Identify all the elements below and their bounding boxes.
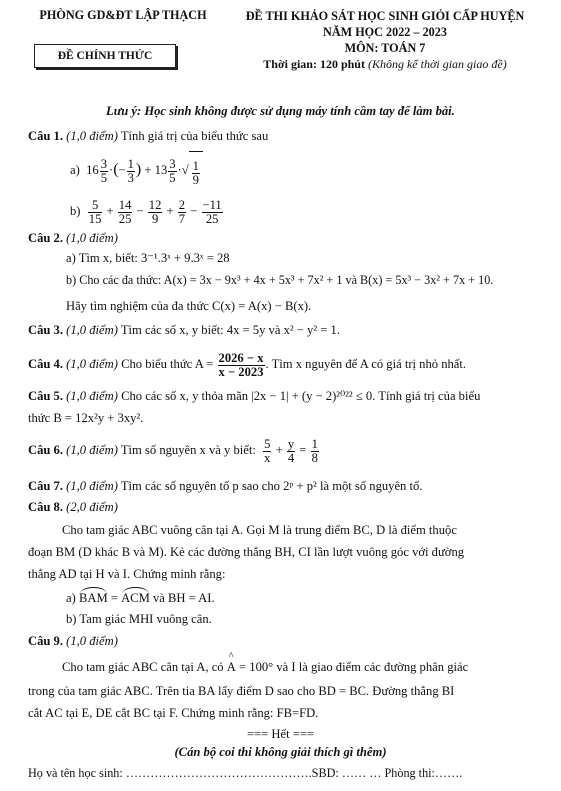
q8-p2: đoạn BM (D khác B và M). Kẻ các đường thẳng BH, CI lần lượt vuông góc với đường bbox=[28, 545, 465, 559]
q3: Câu 3. (1,0 điểm) Tìm các số x, y biết: 4x = 5y và x² − y² = 1. bbox=[28, 323, 340, 337]
q1-expr-b: b) $\frac{5}{15}$ + $\frac{14}{25}$ − $\frac{12}{9}$ + $\frac{2}{7}$ − $\frac{-11}{25}$ bbox=[70, 198, 222, 226]
q9-p1: Cho tam giác ABC cân tại A, có ^ A = 100° và I là giao điểm các đường phân giác bbox=[62, 660, 468, 674]
angle-a: ^ A bbox=[227, 660, 236, 674]
q8-a: a) BAM = ACM và BH = AI. bbox=[66, 591, 215, 605]
q9-p2: trong của tam giác ABC. Trên tia BA lấy điểm D sao cho BD = BC. Đường thẳng BI bbox=[28, 684, 455, 698]
subject: MÔN: TOÁN 7 bbox=[344, 41, 426, 55]
office-name: PHÒNG GD&ĐT LẬP THẠCH bbox=[39, 8, 207, 22]
q4: Câu 4. (1,0 điểm) Cho biểu thức A = $\frac{2026 - x}{x - 2023}$ . Tìm x nguyên để A có giá trị nhỏ nhất. bbox=[28, 351, 467, 379]
q2-c: Hãy tìm nghiệm của đa thức C(x) = A(x) − B(x). bbox=[66, 299, 312, 313]
proctor-note: (Cán bộ coi thi không giải thích gì thêm) bbox=[174, 745, 387, 759]
exam-header bbox=[225, 8, 545, 72]
q5-line1: Câu 5. (1,0 điểm) Cho các số x, y thỏa mãn |2x − 1| + (y − 2)²⁰²² ≤ 0. Tính giá trị của biểu bbox=[28, 389, 481, 403]
q2-heading: Câu 2. (1,0 điểm) bbox=[28, 231, 118, 245]
q1-heading: Câu 1. (1,0 điểm) Tính giá trị của biểu thức sau bbox=[28, 129, 269, 143]
angle-acm: ACM bbox=[121, 591, 150, 605]
exam-time: Thời gian: 120 phút (Không kể thời gian giao đề) bbox=[263, 57, 507, 71]
end-marker: === Hết === bbox=[246, 727, 315, 741]
angle-bam: BAM bbox=[78, 591, 108, 605]
q7: Câu 7. (1,0 điểm) Tìm các số nguyên tố p sao cho 2ᵖ + p² là một số nguyên tố. bbox=[28, 479, 423, 493]
q8-p3: thẳng AD tại H và I. Chứng minh rằng: bbox=[28, 567, 226, 581]
exam-title: ĐỀ THI KHẢO SÁT HỌC SINH GIỎI CẤP HUYỆN bbox=[245, 9, 525, 23]
official-badge: ĐỀ CHÍNH THỨC bbox=[34, 44, 176, 68]
q8-b: b) Tam giác MHI vuông cân. bbox=[66, 612, 212, 626]
student-info-line: Họ và tên học sinh: ……………………………………….SBD: …… … Phòng thi:……. bbox=[28, 766, 463, 780]
q6: Câu 6. (1,0 điểm) Tìm số nguyên x và y biết: $\frac{5}{x}$ + $\frac{y}{4}$ = $\frac{1}{8}$ bbox=[28, 437, 318, 465]
q8-heading: Câu 8. (2,0 điểm) bbox=[28, 500, 118, 514]
calculator-note: Lưu ý: Học sinh không được sử dụng máy tính cầm tay để làm bài. bbox=[106, 104, 455, 118]
q8-p1: Cho tam giác ABC vuông cân tại A. Gọi M là trung điểm BC, D là điểm thuộc bbox=[62, 523, 457, 537]
q5-line2: thức B = 12x²y + 3xy². bbox=[28, 411, 144, 425]
school-year: NĂM HỌC 2022 – 2023 bbox=[323, 25, 447, 39]
q2-b: b) Cho các đa thức: A(x) = 3x − 9x³ + 4x + 5x³ + 7x² + 1 và B(x) = 5x³ − 3x² + 7x + 10. bbox=[66, 273, 494, 287]
q9-p3: cắt AC tại E, DE cắt BC tại F. Chứng minh rằng: FB=FD. bbox=[28, 706, 319, 720]
q2-a: a) Tìm x, biết: 3⁻¹.3ˣ + 9.3ˣ = 28 bbox=[66, 251, 230, 265]
q9-heading: Câu 9. (1,0 điểm) bbox=[28, 634, 118, 648]
q1-expr-a: a) 16 $\frac{3}{5}$ ·(− $\frac{1}{3}$ ) + 13 $\frac{3}{5}$ ·√ $\frac{1}{9}$ bbox=[70, 150, 203, 190]
